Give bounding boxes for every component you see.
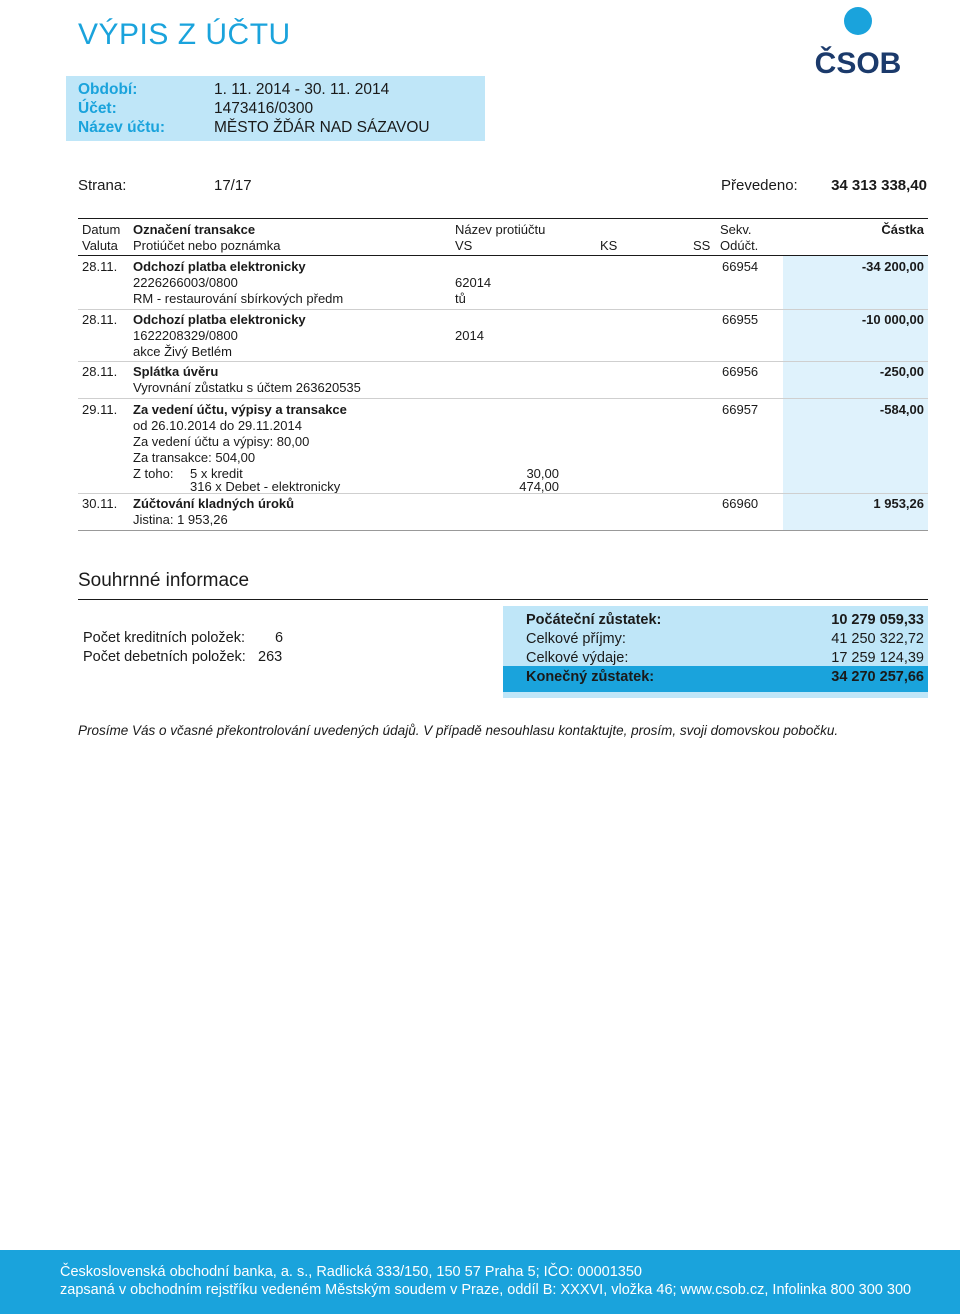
col-valuta: Valuta [82,238,118,253]
row-seq: 66960 [722,496,759,511]
row-amount: -584,00 [879,402,924,417]
row-period: od 26.10.2014 do 29.11.2014 [133,418,302,433]
csob-logo-icon [810,5,906,77]
row-divider [78,309,928,310]
table-bottom-line [78,530,928,531]
col-oznaceni: Označení transakce [133,222,256,237]
col-vs: VS [455,238,473,253]
row-seq: 66957 [722,402,759,417]
total-expense-value: 17 259 124,39 [831,650,924,666]
row-date: 30.11. [82,496,118,511]
row-note: Vyrovnání zůstatku s účtem 263620535 [133,380,361,395]
account-number: 1473416/0300 [214,100,314,117]
row-principal: Jistina: 1 953,26 [133,512,228,527]
period-value: 1. 11. 2014 - 30. 11. 2014 [214,81,390,98]
account-name: MĚSTO ŽĎÁR NAD SÁZAVOU [214,119,430,136]
total-income-value: 41 250 322,72 [831,631,924,647]
debit-count-label: Počet debetních položek: [83,649,246,665]
transactions-table-header [78,218,928,254]
page-number: 17/17 [214,177,252,194]
row-date: 29.11. [82,402,118,417]
transfer-label: Převedeno: [721,177,798,194]
col-ks: KS [600,238,618,253]
row-account: 2226266003/0800 [133,275,238,290]
row-date: 28.11. [82,364,118,379]
footer [0,1250,960,1314]
amount-column-bg [783,255,928,530]
row-note: akce Živý Betlém [133,344,232,359]
row-fee-transactions: Za transakce: 504,00 [133,450,256,465]
row-breakdown-credit: 5 x kredit [190,466,243,481]
row-type: Odchozí platba elektronicky [133,259,306,274]
footer-line-2: zapsaná v obchodním rejstříku vedeném Městským soudem v Praze, oddíl B: XXXVI, vložka 46; www.csob.cz, Infolinka 800 300 300 [60,1282,912,1298]
row-type: Zúčtování kladných úroků [133,496,295,511]
row-name: tů [455,291,466,306]
closing-balance-value: 34 270 257,66 [831,669,924,685]
row-type: Za vedení účtu, výpisy a transakce [133,402,347,417]
opening-balance-value: 10 279 059,33 [831,612,924,628]
summary-title: Souhrnné informace [78,570,250,591]
row-fee-account: Za vedení účtu a výpisy: 80,00 [133,434,310,449]
col-sekv: Sekv. [720,222,752,237]
credit-count-value: 6 [275,630,284,646]
row-seq: 66955 [722,312,759,327]
col-protiucet: Protiúčet nebo poznámka [133,238,281,253]
account-info-box [66,76,485,141]
row-type: Splátka úvěru [133,364,219,379]
closing-balance-label: Konečný zůstatek: [526,669,655,685]
row-breakdown-debit: 316 x Debet - elektronicky [190,479,341,494]
row-seq: 66954 [722,259,759,274]
row-note: RM - restaurování sbírkových předm [133,291,344,306]
total-expense-label: Celkové výdaje: [526,650,629,666]
row-divider [78,398,928,399]
total-income-label: Celkové příjmy: [526,631,626,647]
row-breakdown-label: Z toho: [133,466,174,481]
row-breakdown-debit-amount: 474,00 [519,479,559,494]
row-account: 1622208329/0800 [133,328,238,343]
logo-text: ČSOB [814,47,902,77]
row-amount: -250,00 [879,364,924,379]
debit-count-value: 263 [258,649,283,665]
col-castka: Částka [881,222,924,237]
opening-balance-label: Počáteční zůstatek: [526,612,662,628]
credit-count-label: Počet kreditních položek: [83,630,246,646]
header-divider [78,255,928,256]
period-label: Období: [78,81,138,98]
row-amount: -10 000,00 [861,312,924,327]
row-vs: 62014 [455,275,492,290]
row-breakdown-credit-amount: 30,00 [526,466,559,481]
row-vs: 2014 [455,328,484,343]
row-divider [78,493,928,494]
row-date: 28.11. [82,259,118,274]
csob-logo [810,5,906,77]
account-name-label: Název účtu: [78,119,165,136]
account-label: Účet: [78,100,117,117]
row-seq: 66956 [722,364,759,379]
row-type: Odchozí platba elektronicky [133,312,306,327]
col-oduct: Odúčt. [720,238,759,253]
summary-divider [78,599,928,600]
col-nazev: Název protiúčtu [455,222,546,237]
transfer-value: 34 313 338,40 [831,177,927,194]
col-ss: SS [693,238,711,253]
row-amount: 1 953,26 [873,496,924,511]
col-datum: Datum [82,222,121,237]
verification-note: Prosíme Vás o včasné překontrolování uvedených údajů. V případě nesouhlasu kontaktujte, prosím, svoji domovskou pobočku. [78,723,839,738]
statement-title: VÝPIS Z ÚČTU [78,18,291,51]
row-amount: -34 200,00 [861,259,924,274]
row-divider [78,361,928,362]
row-date: 28.11. [82,312,118,327]
footer-line-1: Československá obchodní banka, a. s., Radlická 333/150, 150 57 Praha 5; IČO: 00001350 [60,1264,642,1280]
balance-summary-box [503,606,928,698]
page-label: Strana: [78,177,127,194]
